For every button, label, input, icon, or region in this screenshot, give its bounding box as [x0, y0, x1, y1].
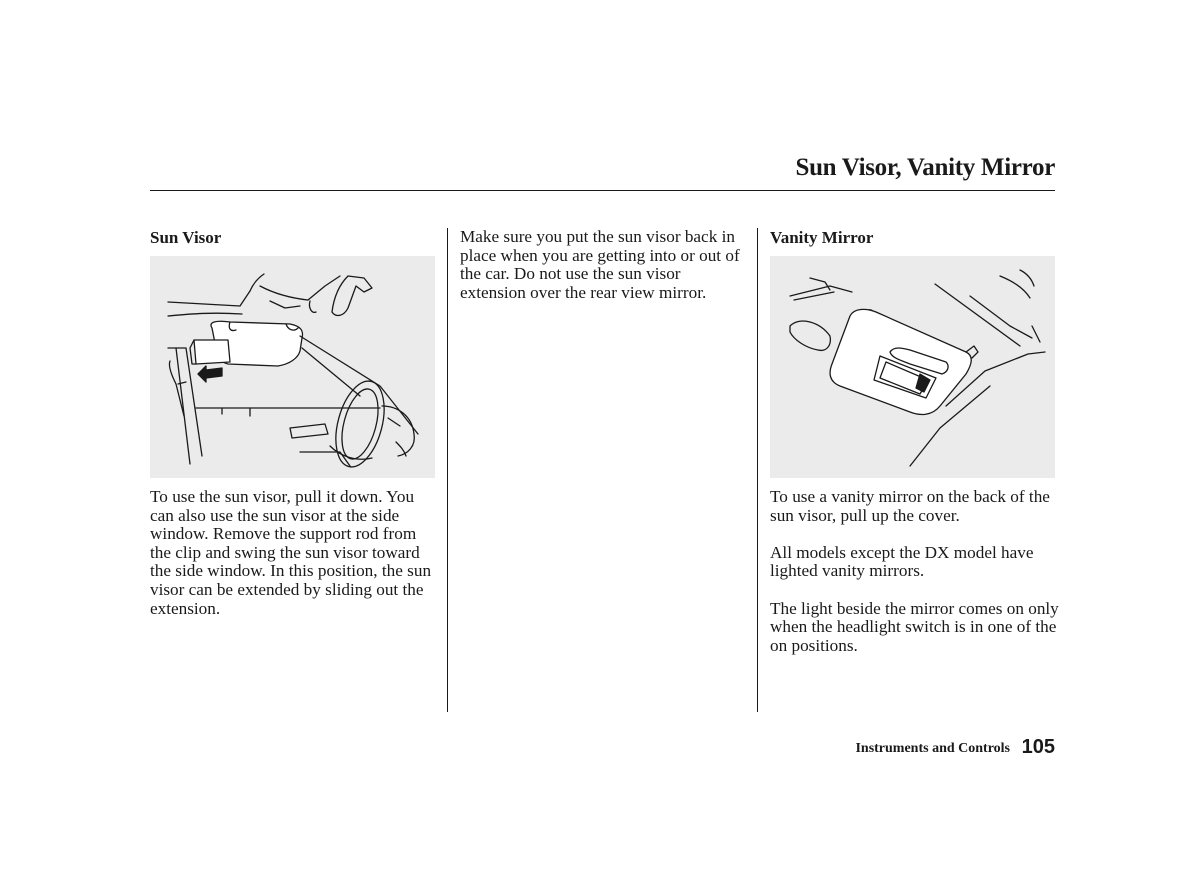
vanity-mirror-illustration-icon	[770, 256, 1055, 478]
sun-visor-figure	[150, 256, 435, 478]
sun-visor-illustration-icon	[150, 256, 435, 478]
column-divider-right	[757, 228, 758, 712]
vanity-mirror-paragraph-1: To use a vanity mirror on the back of the sun visor, pull up the cover.	[770, 487, 1050, 525]
sun-visor-text	[150, 488, 440, 618]
vanity-mirror-heading: Vanity Mirror	[770, 228, 874, 247]
sun-visor-paragraph: To use the sun visor, pull it down. You can also use the sun visor at the side window. Remove the support rod from the clip and swing the sun visor toward the side window. In this position, the sun visor can be extended by sliding out the extension.	[150, 487, 432, 618]
warning-text	[460, 228, 747, 302]
footer-section-title: Instruments and Controls	[855, 741, 1010, 756]
sun-visor-heading: Sun Visor	[150, 228, 222, 247]
page-number: 105	[1021, 736, 1055, 758]
page-title: Sun Visor, Vanity Mirror	[795, 154, 1055, 181]
vanity-mirror-paragraph-2: All models except the DX model have lighted vanity mirrors.	[770, 542, 1034, 581]
vanity-mirror-text	[770, 488, 1060, 655]
vanity-mirror-figure	[770, 256, 1055, 478]
vanity-mirror-paragraph-3: The light beside the mirror comes on only when the headlight switch is in one of the on positions.	[770, 598, 1059, 655]
column-divider-left	[447, 228, 448, 712]
title-divider	[150, 190, 1055, 191]
sun-visor-caution-paragraph: Make sure you put the sun visor back in place when you are getting into or out of the car. Do not use the sun visor extension over the rear view mirror.	[460, 227, 740, 302]
